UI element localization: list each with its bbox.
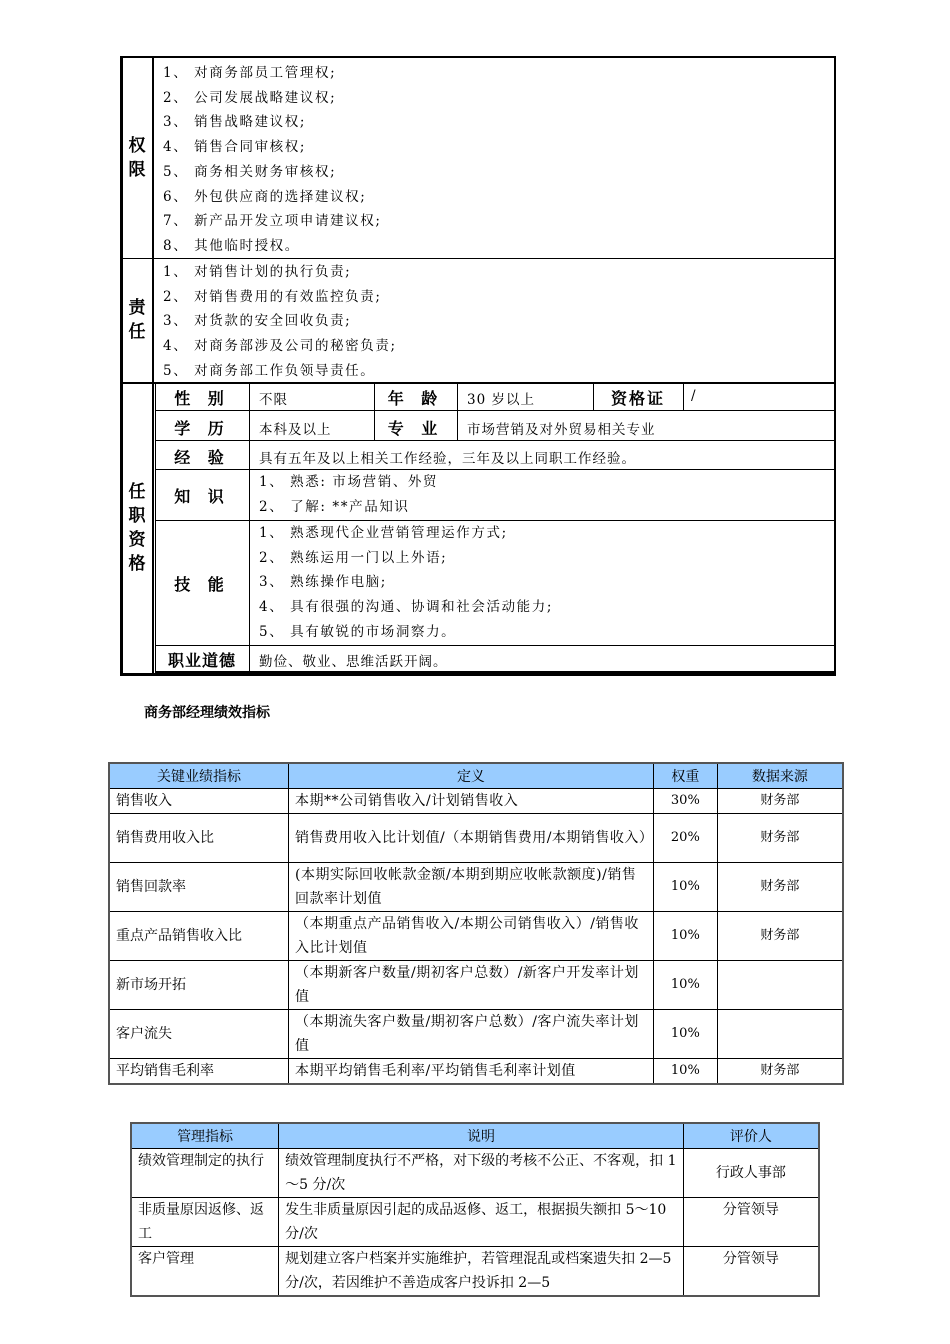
list-item: 6、 外包供应商的选择建议权; bbox=[163, 188, 367, 205]
column-header: 评价人 bbox=[683, 1123, 819, 1149]
kpi-definition: （本期重点产品销售收入/本期公司销售收入）/销售收入比计划值 bbox=[288, 912, 653, 961]
list-item: 5、 对商务部工作负领导责任。 bbox=[163, 362, 376, 379]
ethics-label: 职业道德 bbox=[167, 651, 236, 670]
kpi-source bbox=[717, 961, 843, 1010]
experience-label: 经 验 bbox=[174, 448, 230, 467]
table-row bbox=[131, 1149, 819, 1198]
table-row bbox=[109, 961, 843, 1010]
mgmt-rater: 分管领导 bbox=[683, 1247, 819, 1297]
job-description-block bbox=[120, 56, 836, 676]
kpi-name: 客户流失 bbox=[109, 1010, 288, 1059]
authority-label bbox=[123, 134, 151, 182]
kpi-definition: 本期**公司销售收入/计划销售收入 bbox=[288, 789, 653, 814]
table-row bbox=[109, 912, 843, 961]
kpi-definition: （本期新客户数量/期初客户总数）/新客户开发率计划值 bbox=[288, 961, 653, 1010]
list-item: 2、 公司发展战略建议权; bbox=[163, 89, 337, 106]
knowledge-list bbox=[259, 470, 438, 519]
responsibility-label-text: 责任 bbox=[128, 298, 146, 342]
mgmt-name: 非质量原因返修、返工 bbox=[131, 1198, 279, 1247]
table-row bbox=[131, 1198, 819, 1247]
responsibility-list bbox=[163, 260, 397, 384]
list-item: 4、 对商务部涉及公司的秘密负责; bbox=[163, 338, 397, 355]
kpi-weight: 10% bbox=[653, 912, 717, 961]
kpi-source bbox=[717, 1010, 843, 1059]
list-item: 2、 对销售费用的有效监控负责; bbox=[163, 288, 382, 305]
list-item: 2、 熟练运用一门以上外语; bbox=[259, 549, 448, 566]
table-row bbox=[109, 1059, 843, 1085]
education-label: 学 历 bbox=[174, 419, 230, 438]
table-row bbox=[109, 814, 843, 863]
mgmt-description: 规划建立客户档案并实施维护，若管理混乱或档案遗失扣 2—5 分/次，若因维护不善造成客户投诉扣 2—5 bbox=[279, 1247, 684, 1297]
kpi-weight: 20% bbox=[653, 814, 717, 863]
mgmt-name: 绩效管理制定的执行 bbox=[131, 1149, 279, 1198]
list-item: 2、 了解: **产品知识 bbox=[259, 498, 410, 515]
kpi-source: 财务部 bbox=[717, 1059, 843, 1085]
mgmt-name: 客户管理 bbox=[131, 1247, 279, 1297]
table-row bbox=[109, 1010, 843, 1059]
kpi-name: 销售回款率 bbox=[109, 863, 288, 912]
list-item: 5、 具有敏锐的市场洞察力。 bbox=[259, 623, 457, 640]
kpi-name: 销售费用收入比 bbox=[109, 814, 288, 863]
section-title: 商务部经理绩效指标 bbox=[144, 705, 270, 721]
authority-label-text: 权限 bbox=[128, 136, 146, 180]
column-header: 说明 bbox=[279, 1123, 684, 1149]
kpi-weight: 10% bbox=[653, 961, 717, 1010]
qualification-label bbox=[123, 480, 151, 576]
kpi-name: 销售收入 bbox=[109, 789, 288, 814]
major-value: 市场营销及对外贸易相关专业 bbox=[467, 422, 656, 438]
kpi-definition: (本期实际回收帐款金额/本期到期应收帐款额度)/销售回款率计划值 bbox=[288, 863, 653, 912]
list-item: 1、 对商务部员工管理权; bbox=[163, 65, 337, 81]
authority-list bbox=[163, 61, 382, 259]
list-item: 7、 新产品开发立项申请建议权; bbox=[163, 213, 382, 230]
experience-value: 具有五年及以上相关工作经验，三年及以上同职工作经验。 bbox=[259, 451, 636, 467]
table-row bbox=[109, 863, 843, 912]
skill-label: 技 能 bbox=[174, 575, 230, 594]
kpi-table bbox=[108, 762, 844, 1085]
column-header: 关键业绩指标 bbox=[109, 763, 288, 789]
kpi-weight: 10% bbox=[653, 1059, 717, 1085]
skill-list bbox=[259, 521, 553, 645]
column-header: 管理指标 bbox=[131, 1123, 279, 1149]
kpi-weight: 10% bbox=[653, 863, 717, 912]
column-header: 定义 bbox=[288, 763, 653, 789]
list-item: 1、 熟悉现代企业营销管理运作方式; bbox=[259, 525, 508, 541]
management-table bbox=[130, 1122, 820, 1297]
list-item: 3、 销售战略建议权; bbox=[163, 114, 307, 131]
list-item: 4、 具有很强的沟通、协调和社会活动能力; bbox=[259, 599, 554, 616]
kpi-definition: 本期平均销售毛利率/平均销售毛利率计划值 bbox=[288, 1059, 653, 1085]
table-header-row bbox=[109, 763, 843, 789]
mgmt-description: 绩效管理制度执行不严格，对下级的考核不公正、不客观，扣 1～5 分/次 bbox=[279, 1149, 684, 1198]
age-label: 年 龄 bbox=[387, 389, 444, 408]
mgmt-rater: 分管领导 bbox=[683, 1198, 819, 1247]
kpi-name: 重点产品销售收入比 bbox=[109, 912, 288, 961]
kpi-source: 财务部 bbox=[717, 912, 843, 961]
kpi-source: 财务部 bbox=[717, 863, 843, 912]
kpi-weight: 30% bbox=[653, 789, 717, 814]
column-header: 数据来源 bbox=[717, 763, 843, 789]
mgmt-description: 发生非质量原因引起的成品返修、返工，根据损失额扣 5～10 分/次 bbox=[279, 1198, 684, 1247]
kpi-source: 财务部 bbox=[717, 789, 843, 814]
list-item: 5、 商务相关财务审核权; bbox=[163, 163, 337, 180]
ethics-value: 勤俭、敬业、思维活跃开阔。 bbox=[259, 654, 448, 670]
table-header-row bbox=[131, 1123, 819, 1149]
gender-label: 性 别 bbox=[174, 389, 230, 408]
cert-label: 资格证 bbox=[610, 389, 665, 408]
knowledge-label: 知 识 bbox=[174, 487, 230, 506]
responsibility-label bbox=[123, 296, 151, 344]
column-header: 权重 bbox=[653, 763, 717, 789]
major-label: 专 业 bbox=[387, 419, 444, 438]
mgmt-rater: 行政人事部 bbox=[683, 1149, 819, 1198]
list-item: 3、 对货款的安全回收负责; bbox=[163, 313, 352, 330]
kpi-weight: 10% bbox=[653, 1010, 717, 1059]
gender-value: 不限 bbox=[259, 392, 288, 408]
kpi-definition: （本期流失客户数量/期初客户总数）/客户流失率计划值 bbox=[288, 1010, 653, 1059]
kpi-definition: 销售费用收入比计划值/（本期销售费用/本期销售收入） bbox=[288, 814, 653, 863]
qualification-grid bbox=[155, 384, 835, 670]
cert-value: / bbox=[691, 388, 697, 404]
age-value: 30 岁以上 bbox=[467, 392, 535, 408]
qualification-label-text: 任职资格 bbox=[128, 482, 146, 574]
list-item: 3、 熟练操作电脑; bbox=[259, 574, 387, 591]
kpi-source: 财务部 bbox=[717, 814, 843, 863]
list-item: 1、 熟悉: 市场营销、外贸 bbox=[259, 474, 439, 490]
list-item: 4、 销售合同审核权; bbox=[163, 139, 307, 156]
education-value: 本科及以上 bbox=[259, 422, 332, 438]
kpi-name: 新市场开拓 bbox=[109, 961, 288, 1010]
table-row bbox=[109, 789, 843, 814]
kpi-name: 平均销售毛利率 bbox=[109, 1059, 288, 1085]
table-row bbox=[131, 1247, 819, 1297]
list-item: 1、 对销售计划的执行负责; bbox=[163, 264, 352, 280]
list-item: 8、 其他临时授权。 bbox=[163, 237, 300, 254]
